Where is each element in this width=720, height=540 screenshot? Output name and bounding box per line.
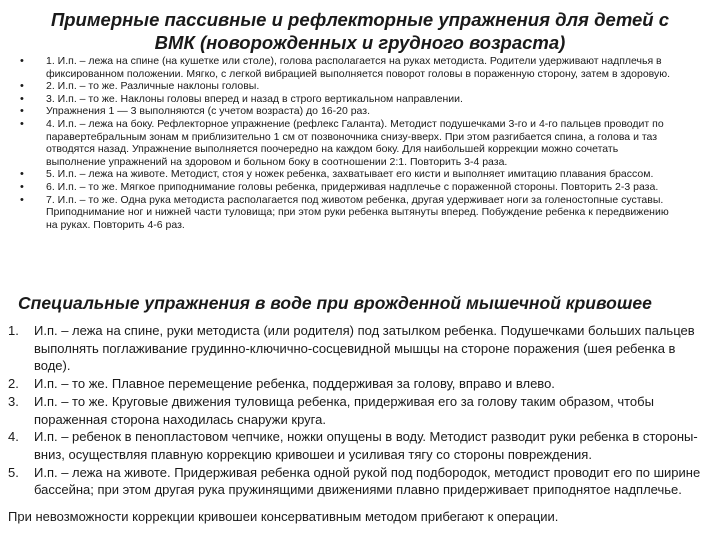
item-number: 4. [8, 429, 19, 445]
list-item [8, 464, 708, 499]
water-exercise-list [8, 322, 708, 499]
list-item [8, 428, 708, 463]
list-item: • 1. И.п. – лежа на спине (на кушетке или столе), голова располагается на руках методиста. Родители удерживают надплечья в фиксированном положении. Мягко, с легкой вибрацией выполняется поворот головы в пораженную сторону, затем в здоровую. [18, 55, 678, 80]
item-text: И.п. – то же. Круговые движения туловища ребенка, придерживая его за голову таким образом, чтобы пораженная сторона находилась снаружи круга. [34, 393, 654, 427]
list-item: • 4. И.п. – лежа на боку. Рефлекторное упражнение (рефлекс Галанта). Методист подушечками 3-го и 4-го пальцев проводит по паравертебральным зонам м приблизительно 1 см от позвоночника снизу-вверх. При этом разгибается спина, а голова и таз отводятся назад. Упражнение выполняется поочередно на каждом боку. Для наибольшей коррекции можно сочетать выполнение упражнений на здоровом и больном боку в соотношении 2:1. Повторить 3-4 раза. [18, 118, 678, 168]
page-title: Примерные пассивные и рефлекторные упражнения для детей с ВМК (новорожденных и грудного возраста) [50, 9, 670, 53]
section-subtitle: Специальные упражнения в воде при врожденной мышечной кривошее [18, 293, 652, 313]
passive-exercise-list [18, 55, 678, 231]
list-item: • 6. И.п. – то же. Мягкое приподнимание головы ребенка, придерживая надплечье с пораженной стороны. Повторить 2-3 раза. [18, 181, 678, 194]
item-number: 1. [8, 323, 19, 338]
list-item: • 5. И.п. – лежа на животе. Методист, стоя у ножек ребенка, захватывает его кисти и выполняет имитацию плавания брассом. [18, 168, 678, 181]
footer-note: При невозможности коррекции кривошеи консервативным методом прибегают к операции. [8, 509, 559, 524]
item-number: 5. [8, 464, 19, 480]
list-item: • Упражнения 1 — 3 выполняются (с учетом возраста) до 16-20 раз. [18, 105, 678, 118]
list-item [8, 322, 708, 375]
item-text: И.п. – лежа на животе. Придерживая ребенка одной рукой под подбородок, методист проводит его по ширине бассейна; при этом другая рука пружинящими движениями плавно придерживает приподнятое надплечье. [34, 464, 701, 498]
item-number: 2. [8, 376, 19, 392]
list-item [8, 393, 708, 428]
list-item: • 3. И.п. – то же. Наклоны головы вперед и назад в строго вертикальном направлении. [18, 93, 678, 106]
item-text: И.п. – то же. Плавное перемещение ребенка, поддерживая за голову, вправо и влево. [34, 376, 555, 392]
item-text: И.п. – лежа на спине, руки методиста (или родителя) под затылком ребенка. Подушечками больших пальцев выполнять поглаживание грудинно-ключично-сосцевидной мышцы на стороне поражения (шея ребенка в воде). [34, 323, 695, 374]
list-item: • 7. И.п. – то же. Одна рука методиста располагается под животом ребенка, другая удерживает ноги за голеностопные суставы. Приподнимание ног и нижней части туловища; при этом руки ребенка вытянуты вперед. Побуждение ребенка к передвижению на руках. Повторить 4-6 раз. [18, 194, 678, 232]
item-text: И.п. – ребенок в пенопластовом чепчике, ножки опущены в воду. Методист разводит руки ребенка в стороны-вниз, осуществляя плавную коррекцию кривошеи и усиливая тягу со стороны повреждения. [34, 429, 698, 462]
list-item: • 2. И.п. – то же. Различные наклоны головы. [18, 80, 678, 93]
item-number: 3. [8, 393, 19, 409]
list-item [8, 375, 708, 393]
